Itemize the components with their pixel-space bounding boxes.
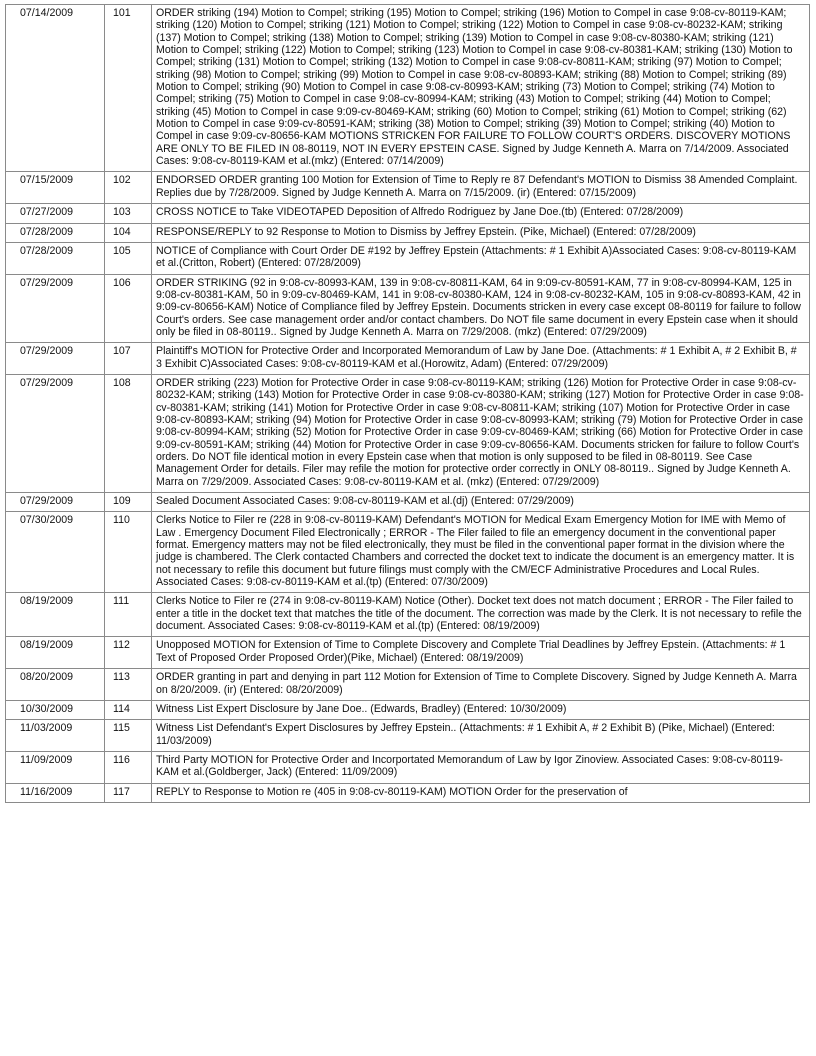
entry-text: Clerks Notice to Filer re (274 in 9:08-cv-80119-KAM) Notice (Other). Docket text does not match document ; ERROR - The Filer failed to enter a title in the docket text that matches the title of the document. The correction was made by the Clerk. It is not necessary to refile the document. Associated Cases: 9:08-cv-80119-KAM et al.(tp) (Entered: 08/19/2009)	[152, 593, 810, 637]
table-row	[6, 751, 810, 783]
entry-date: 07/14/2009	[6, 5, 105, 172]
docket-table	[5, 4, 810, 803]
entry-number: 108	[105, 374, 152, 492]
table-row	[6, 242, 810, 274]
entry-date: 07/30/2009	[6, 512, 105, 593]
entry-date: 07/28/2009	[6, 223, 105, 242]
entry-date: 07/29/2009	[6, 493, 105, 512]
entry-date: 07/29/2009	[6, 374, 105, 492]
entry-number: 112	[105, 637, 152, 669]
table-row	[6, 783, 810, 802]
entry-number: 104	[105, 223, 152, 242]
table-row	[6, 204, 810, 223]
entry-date: 10/30/2009	[6, 700, 105, 719]
entry-date: 08/19/2009	[6, 637, 105, 669]
table-row	[6, 274, 810, 343]
entry-date: 11/16/2009	[6, 783, 105, 802]
table-row	[6, 172, 810, 204]
table-row	[6, 720, 810, 752]
entry-number: 117	[105, 783, 152, 802]
table-row	[6, 700, 810, 719]
entry-number: 107	[105, 343, 152, 375]
entry-number: 102	[105, 172, 152, 204]
entry-date: 08/20/2009	[6, 669, 105, 701]
entry-number: 109	[105, 493, 152, 512]
entry-text: CROSS NOTICE to Take VIDEOTAPED Deposition of Alfredo Rodriguez by Jane Doe.(tb) (Entered: 07/28/2009)	[152, 204, 810, 223]
entry-text: Third Party MOTION for Protective Order and Incorportated Memorandum of Law by Igor Zinoview. Associated Cases: 9:08-cv-80119-KAM et al.(Goldberger, Jack) (Entered: 11/09/2009)	[152, 751, 810, 783]
entry-number: 114	[105, 700, 152, 719]
entry-text: Clerks Notice to Filer re (228 in 9:08-cv-80119-KAM) Defendant's MOTION for Medical Exam Emergency Motion for IME with Memo of Law . Emergency Document Filed Electronically ; ERROR - The Filer failed to file an emergency document in the conventional paper format. Emergency matters may not be filed electronically, they must be filed in the conventional paper format in the division where the judge is chambered. The Clerk contacted Chambers and corrected the docket text to indicate the document is an emergency matter. It is not necessary to refile this document but future filings must comply with the CM/ECF Administrative Procedures and Local Rules. Associated Cases: 9:08-cv-80119-KAM et al.(tp) (Entered: 07/30/2009)	[152, 512, 810, 593]
entry-text: Unopposed MOTION for Extension of Time to Complete Discovery and Complete Trial Deadlines by Jeffrey Epstein. (Attachments: # 1 Text of Proposed Order Proposed Order)(Pike, Michael) (Entered: 08/19/2009)	[152, 637, 810, 669]
entry-date: 07/15/2009	[6, 172, 105, 204]
table-row	[6, 374, 810, 492]
entry-date: 08/19/2009	[6, 593, 105, 637]
entry-date: 07/29/2009	[6, 343, 105, 375]
table-row	[6, 5, 810, 172]
docket-body	[6, 5, 810, 803]
entry-date: 11/03/2009	[6, 720, 105, 752]
entry-date: 07/29/2009	[6, 274, 105, 343]
entry-number: 105	[105, 242, 152, 274]
entry-text: RESPONSE/REPLY to 92 Response to Motion to Dismiss by Jeffrey Epstein. (Pike, Michael) (Entered: 07/28/2009)	[152, 223, 810, 242]
table-row	[6, 593, 810, 637]
entry-text: Sealed Document Associated Cases: 9:08-cv-80119-KAM et al.(dj) (Entered: 07/29/2009)	[152, 493, 810, 512]
entry-date: 11/09/2009	[6, 751, 105, 783]
table-row	[6, 343, 810, 375]
table-row	[6, 669, 810, 701]
entry-number: 106	[105, 274, 152, 343]
entry-text: REPLY to Response to Motion re (405 in 9:08-cv-80119-KAM) MOTION Order for the preservation of	[152, 783, 810, 802]
entry-number: 101	[105, 5, 152, 172]
entry-date: 07/27/2009	[6, 204, 105, 223]
entry-text: ORDER granting in part and denying in part 112 Motion for Extension of Time to Complete Discovery. Signed by Judge Kenneth A. Marra on 8/20/2009. (ir) (Entered: 08/20/2009)	[152, 669, 810, 701]
entry-number: 113	[105, 669, 152, 701]
entry-text: ORDER STRIKING (92 in 9:08-cv-80993-KAM, 139 in 9:08-cv-80811-KAM, 64 in 9:09-cv-80591-KAM, 77 in 9:08-cv-80994-KAM, 125 in 9:08-cv-80381-KAM, 50 in 9:09-cv-80469-KAM, 141 in 9:08-cv-80380-KAM, 124 in 9:08-cv-80232-KAM, 105 in 9:08-cv-80893-KAM, 42 in 9:09-cv-80656-KAM) Notice of Compliance filed by Jeffrey Epstein. Documents stricken in every case except 08-80119 for failure to follow Court's orders. See case management order and/or contact chambers. Do NOT file same document in every Epstein case when it should only be filed in 08-80119.. Signed by Judge Kenneth A. Marra on 7/29/2008. (mkz) (Entered: 07/29/2009)	[152, 274, 810, 343]
entry-number: 116	[105, 751, 152, 783]
entry-date: 07/28/2009	[6, 242, 105, 274]
entry-text: Witness List Defendant's Expert Disclosures by Jeffrey Epstein.. (Attachments: # 1 Exhibit A, # 2 Exhibit B) (Pike, Michael) (Entered: 11/03/2009)	[152, 720, 810, 752]
table-row	[6, 493, 810, 512]
entry-text: ORDER striking (194) Motion to Compel; striking (195) Motion to Compel; striking (196) Motion to Compel in case 9:08-cv-80119-KAM; striking (120) Motion to Compel; striking (121) Motion to Compel; striking (122) Motion to Compel in case 9:08-cv-80232-KAM; striking (137) Motion to Compel; striking (138) Motion to Compel; striking (139) Motion to Compel in case 9:08-cv-80380-KAM; striking (121) Motion to Compel; striking (122) Motion to Compel; striking (123) Motion to Compel in case 9:08-cv-80381-KAM; striking (130) Motion to Compel; striking (131) Motion to Compel; striking (132) Motion to Compel in case 9:08-cv-80811-KAM; striking (97) Motion to Compel; striking (98) Motion to Compel; striking (99) Motion to Compel in case 9:08-cv-80893-KAM; striking (88) Motion to Compel; striking (89) Motion to Compel; striking (90) Motion to Compel in case 9:08-cv-80993-KAM; striking (73) Motion to Compel; striking (74) Motion to Compel; striking (75) Motion to Compel in case 9:08-cv-80994-KAM; striking (43) Motion to Compel; striking (44) Motion to Compel; striking (45) Motion to Compel in case 9:09-cv-80469-KAM; striking (60) Motion to Compel; striking (61) Motion to Compel; striking (62) Motion to Compel in case 9:09-cv-80591-KAM; striking (38) Motion to Compel; striking (39) Motion to Compel; striking (40) Motion to Compel in case 9:09-cv-80656-KAM MOTIONS STRICKEN FOR FAILURE TO FOLLOW COURT'S ORDERS. DISCOVERY MOTIONS ARE ONLY TO BE FILED IN 08-80119, NOT IN EVERY EPSTEIN CASE. Signed by Judge Kenneth A. Marra on 7/14/2009. Associated Cases: 9:08-cv-80119-KAM et al.(mkz) (Entered: 07/14/2009)	[152, 5, 810, 172]
table-row	[6, 637, 810, 669]
entry-number: 111	[105, 593, 152, 637]
entry-text: Witness List Expert Disclosure by Jane Doe.. (Edwards, Bradley) (Entered: 10/30/2009)	[152, 700, 810, 719]
entry-number: 115	[105, 720, 152, 752]
entry-number: 103	[105, 204, 152, 223]
entry-number: 110	[105, 512, 152, 593]
table-row	[6, 512, 810, 593]
entry-text: ENDORSED ORDER granting 100 Motion for Extension of Time to Reply re 87 Defendant's MOTION to Dismiss 38 Amended Complaint. Replies due by 7/28/2009. Signed by Judge Kenneth A. Marra on 7/15/2009. (ir) (Entered: 07/15/2009)	[152, 172, 810, 204]
entry-text: ORDER striking (223) Motion for Protective Order in case 9:08-cv-80119-KAM; striking (126) Motion for Protective Order in case 9:08-cv-80232-KAM; striking (143) Motion for Protective Order in case 9:08-cv-80380-KAM; striking (127) Motion for Protective Order in case 9:08-cv-80381-KAM; striking (141) Motion for Protective Order in case 9:08-cv-80811-KAM; striking (107) Motion for Protective Order in case 9:08-cv-80893-KAM; striking (94) Motion for Protective Order in case 9:08-cv-80993-KAM; striking (79) Motion for Protective Order in case 9:08-cv-80994-KAM; striking (52) Motion for Protective Order in case 9:09-cv-80469-KAM; striking (66) Motion for Protective Order in case 9:09-cv-80591-KAM; striking (44) Motion for Protective Order in case 9:09-cv-80656-KAM. Documents stricken for failure to follow Court's orders. Do NOT file identical motion in every Epstein case when that motion is only supposed to be filed in 08-80119. See Case Management Order for details. Filer may refile the motion for protective order correctly in ONLY 08-80119.. Signed by Judge Kenneth A. Marra on 7/29/2009. Associated Cases: 9:08-cv-80119-KAM et al. (mkz) (Entered: 07/29/2009)	[152, 374, 810, 492]
table-row	[6, 223, 810, 242]
entry-text: Plaintiff's MOTION for Protective Order and Incorporated Memorandum of Law by Jane Doe. (Attachments: # 1 Exhibit A, # 2 Exhibit B, # 3 Exhibit C)Associated Cases: 9:08-cv-80119-KAM et al.(Horowitz, Adam) (Entered: 07/29/2009)	[152, 343, 810, 375]
entry-text: NOTICE of Compliance with Court Order DE #192 by Jeffrey Epstein (Attachments: # 1 Exhibit A)Associated Cases: 9:08-cv-80119-KAM et al.(Critton, Robert) (Entered: 07/28/2009)	[152, 242, 810, 274]
